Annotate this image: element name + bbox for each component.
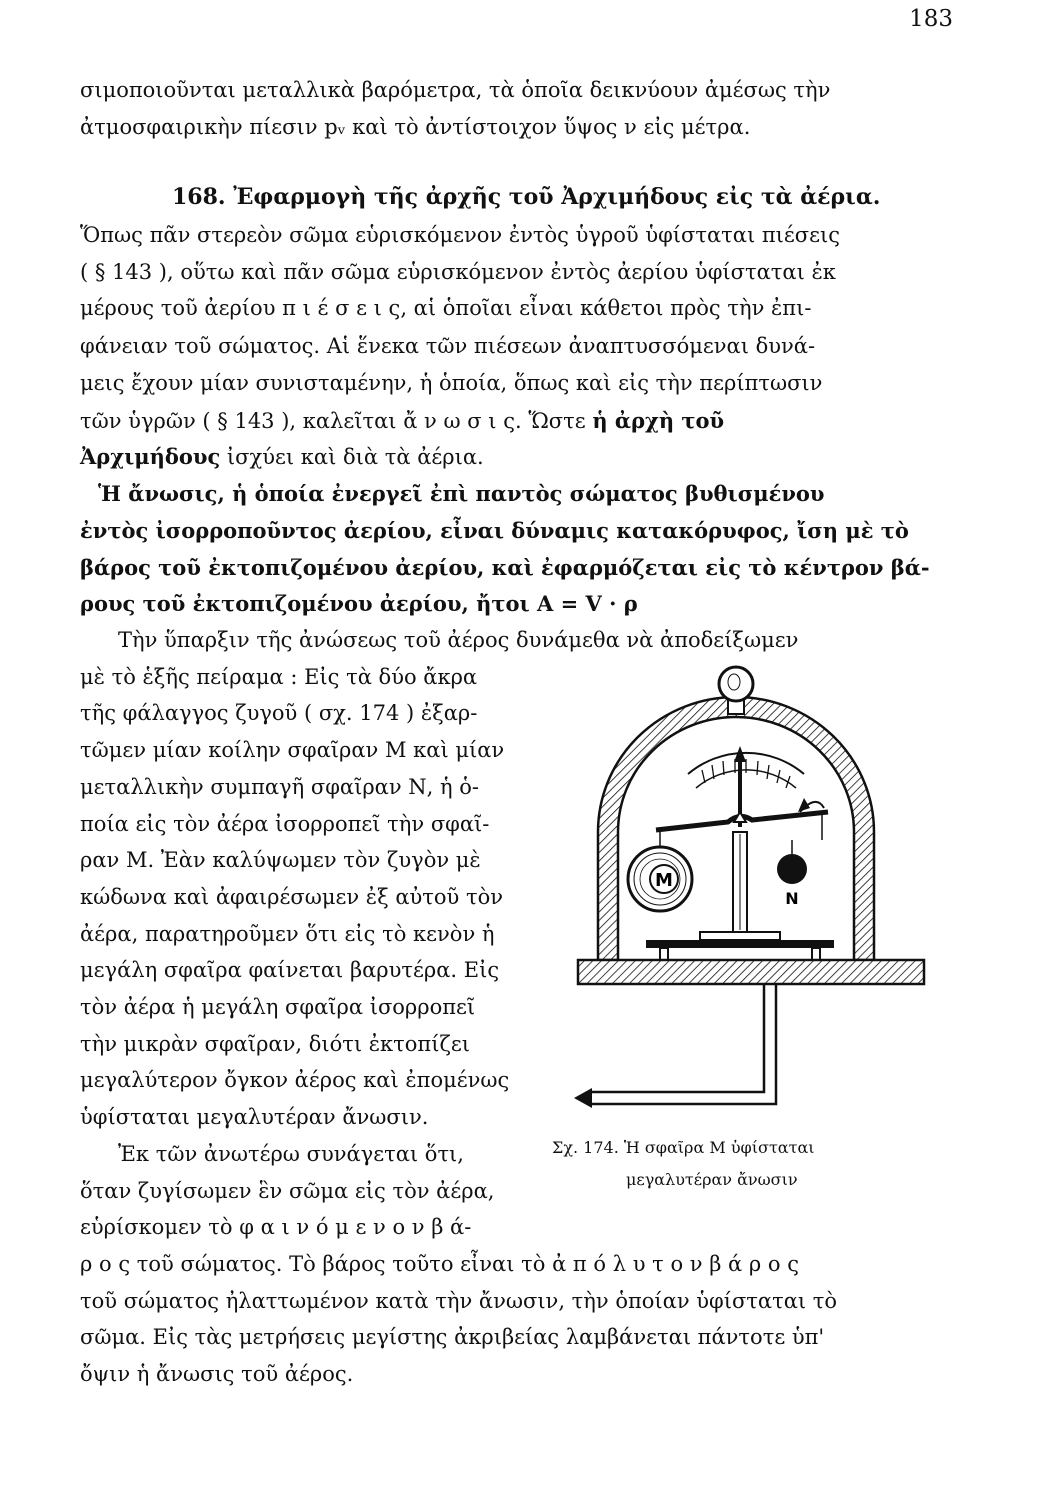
bold-run: Ἀρχιμήδους	[80, 444, 221, 469]
text-line: τῶμεν μίαν κοίλην σφαῖραν Μ καὶ μίαν	[80, 738, 505, 762]
text-line	[80, 410, 724, 432]
text-line: ὄψιν ἡ ἄνωσις τοῦ ἀέρος.	[80, 1362, 354, 1386]
text-line: Τὴν ὕπαρξιν τῆς ἀνώσεως τοῦ ἀέρος δυνάμεθα νὰ ἀποδείξωμεν	[118, 628, 799, 652]
text-line: ἀέρα, παρατηροῦμεν ὅτι εἰς τὸ κενὸν ἡ	[80, 922, 495, 946]
text-line: τὴν μικρὰν σφαῖραν, διότι ἐκτοπίζει	[80, 1032, 470, 1056]
text-line: Ὅπως πᾶν στερεὸν σῶμα εὑρισκόμενον ἐντὸς ὑγροῦ ὑφίσταται πιέσεις	[80, 223, 840, 247]
text-line: Ἐκ τῶν ἀνωτέρω συνάγεται ὅτι,	[118, 1142, 464, 1166]
figure-balance-bell-jar	[560, 662, 940, 1122]
text-line: σιμοποιοῦνται μεταλλικὰ βαρόμετρα, τὰ ὁποῖα δεικνύουν ἀμέσως τὴν	[80, 78, 831, 102]
text-line: ὑφίσταται μεγαλυτέραν ἄνωσιν.	[80, 1105, 429, 1129]
section-heading	[172, 186, 880, 208]
principle-line: βάρος τοῦ ἐκτοπιζομένου ἀερίου, καὶ ἐφαρμόζεται εἰς τὸ κέντρον βά-	[80, 555, 930, 580]
base-plate	[578, 960, 924, 984]
text-line: μεγαλύτερον ὄγκον ἀέρος καὶ ἐπομένως	[80, 1068, 510, 1092]
text-line: ραν Μ. Ἐὰν καλύψωμεν τὸν ζυγὸν μὲ	[80, 848, 481, 872]
text-line: φάνειαν τοῦ σώματος. Αἱ ἕνεκα τῶν πιέσεων ἀναπτυσσόμεναι δυνά-	[80, 334, 816, 358]
principle-line: ρους τοῦ ἐκτοπιζομένου ἀερίου, ἤτοι Α = V · ρ	[80, 591, 638, 616]
text-line: ἀτμοσφαιρικὴν πίεσιν pᵥ καὶ τὸ ἀντίστοιχον ὕψος ν εἰς μέτρα.	[80, 115, 751, 139]
text-line: τοῦ σώματος ἠλαττωμένον κατὰ τὴν ἄνωσιν, τὴν ὁποίαν ὑφίσταται τὸ	[80, 1289, 838, 1313]
airflow-arrow	[574, 1088, 592, 1108]
section-title: Ἐφαρμογὴ τῆς ἀρχῆς τοῦ Ἀρχιμήδους εἰς τὰ ἀέρια.	[233, 184, 881, 210]
text-line: μεταλλικὴν συμπαγῆ σφαῖραν Ν, ἡ ὁ-	[80, 775, 480, 799]
page-number: 183	[909, 6, 953, 32]
balance-platform	[646, 940, 834, 948]
sphere-n	[777, 854, 807, 884]
principle-line: ἐντὸς ἰσορροποῦντος ἀερίου, εἶναι δύναμις κατακόρυφος, ἴση μὲ τὸ	[80, 518, 909, 543]
bold-run: ἡ ἀρχὴ τοῦ	[592, 408, 725, 433]
text-line: τῆς φάλαγγος ζυγοῦ ( σχ. 174 ) ἐξαρ-	[80, 701, 478, 725]
text-line: ( § 143 ), οὕτω καὶ πᾶν σῶμα εὑρισκόμενον ἐντὸς ἀερίου ὑφίσταται ἐκ	[80, 260, 836, 284]
principle-line: Ἡ ἄνωσις, ἡ ὁποία ἐνεργεῖ ἐπὶ παντὸς σώματος βυθισμένου	[98, 481, 825, 506]
figure-caption-line-2: μεγαλυτέραν ἄνωσιν	[626, 1170, 798, 1189]
text-run: ἰσχύει καὶ διὰ τὰ ἀέρια.	[220, 445, 484, 469]
text-line: μέρους τοῦ ἀερίου π ι έ σ ε ι ς, αἱ ὁποῖαι εἶναι κάθετοι πρὸς τὴν ἐπι-	[80, 296, 812, 320]
text-line: κώδωνα καὶ ἀφαιρέσωμεν ἐξ αὐτοῦ τὸν	[80, 885, 503, 909]
section-number: 168.	[172, 184, 234, 210]
text-line	[80, 446, 484, 468]
figure-caption-line-1: Σχ. 174. Ἡ σφαῖρα Μ ὑφίσταται	[552, 1138, 815, 1157]
label-n: N	[785, 889, 799, 908]
text-line: ρ ο ς τοῦ σώματος. Τὸ βάρος τοῦτο εἶναι τὸ ἀ π ό λ υ τ ο ν β ά ρ ο ς	[80, 1252, 799, 1276]
text-line: εὑρίσκομεν τὸ φ α ι ν ό μ ε ν ο ν β ά-	[80, 1215, 472, 1239]
text-line: ποία εἰς τὸν ἀέρα ἰσορροπεῖ τὴν σφαῖ-	[80, 812, 490, 836]
text-line: μὲ τὸ ἑξῆς πείραμα : Εἰς τὰ δύο ἄκρα	[80, 665, 478, 689]
knob	[719, 667, 753, 701]
text-line: μεις ἔχουν μίαν συνισταμένην, ἡ ὁποία, ὅπως καὶ εἰς τὴν περίπτωσιν	[80, 371, 823, 395]
text-line: τὸν ἀέρα ἡ μεγάλη σφαῖρα ἰσορροπεῖ	[80, 995, 476, 1019]
text-run: τῶν ὑγρῶν ( § 143 ), καλεῖται ἄ ν ω σ ι ς. Ὥστε	[80, 409, 593, 433]
text-line: σῶμα. Εἰς τὰς μετρήσεις μεγίστης ἀκριβείας λαμβάνεται πάντοτε ὑπ'	[80, 1325, 825, 1349]
label-m: M	[655, 870, 673, 891]
text-line: ὅταν ζυγίσωμεν ἓν σῶμα εἰς τὸν ἀέρα,	[80, 1179, 495, 1203]
text-line: μεγάλη σφαῖρα φαίνεται βαρυτέρα. Εἰς	[80, 958, 500, 982]
